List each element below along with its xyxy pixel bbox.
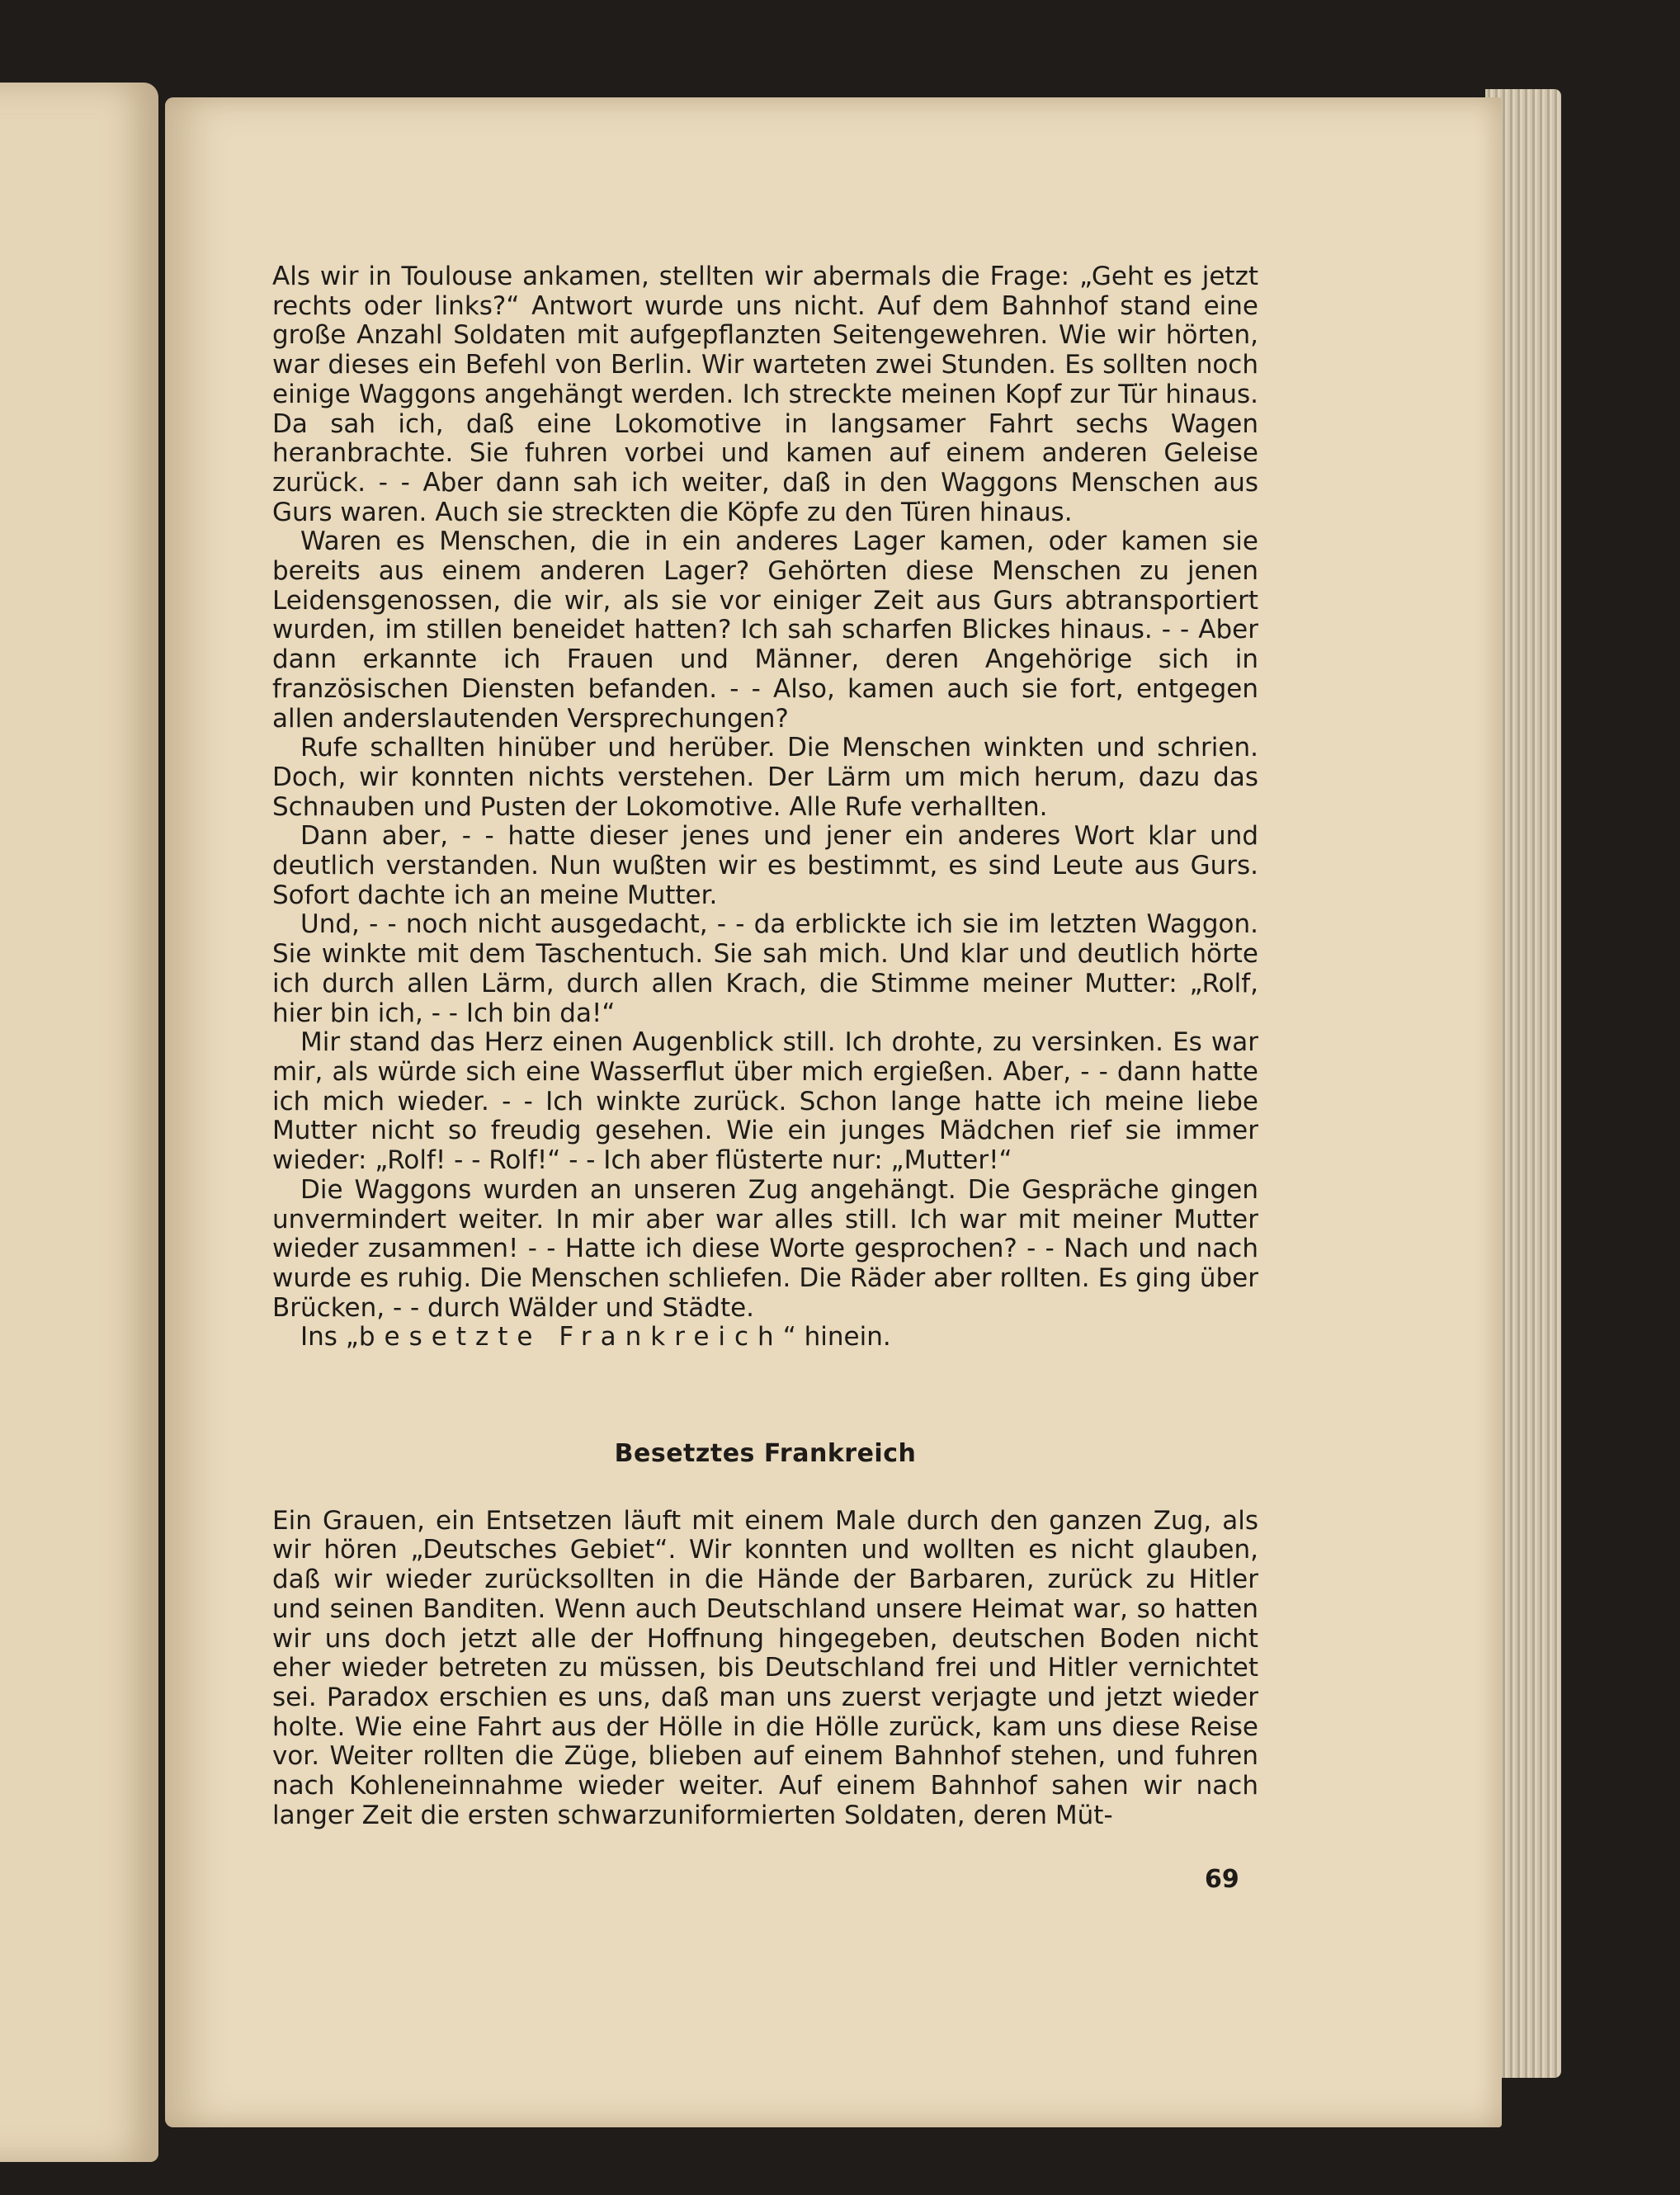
paragraph: Rufe schallten hinüber und herüber. Die Menschen winkten und schrien. Doch, wir konnten nichts verstehen. Der Lärm um mich herum, dazu das Schnauben und Pusten der Lokomotive. Alle Rufe verhallten. (272, 733, 1258, 822)
paragraph: Ein Grauen, ein Entsetzen läuft mit einem Male durch den ganzen Zug, als wir hören „Deutsches Gebiet“. Wir konnten und wollten es nicht glauben, daß wir wieder zurücksollten in die Hände der Barbaren, zurück zu Hitler und seinen Banditen. Wenn auch Deutschland unsere Heimat war, so hatten wir uns doch jetzt alle der Hoffnung hingegeben, deutschen Boden nicht eher wieder betreten zu müssen, bis Deutschland frei und Hitler vernichtet sei. Paradox erschien es uns, daß man uns zuerst verjagte und jetzt wieder holte. Wie eine Fahrt aus der Hölle in die Hölle zurück, kam uns diese Reise vor. Weiter rollten die Züge, blieben auf einem Bahnhof stehen, und fuhren nach Kohleneinnahme wieder weiter. Auf einem Bahnhof sahen wir nach langer Zeit die ersten schwarzuniformierten Soldaten, deren Müt- (272, 1505, 1258, 1830)
paragraph: Waren es Menschen, die in ein anderes Lager kamen, oder kamen sie bereits aus einem anderen Lager? Gehörten diese Menschen zu jenen Leidensgenossen, die wir, als sie vor einiger Zeit aus Gurs abtransportiert wurden, im stillen beneidet hatten? Ich sah scharfen Blickes hinaus. - - Aber dann erkannte ich Frauen und Männer, deren Angehörige sich in französischen Diensten befanden. - - Also, kamen auch sie fort, entgegen allen anderslautenden Versprechungen? (272, 526, 1258, 734)
paragraph: Mir stand das Herz einen Augenblick still. Ich drohte, zu versinken. Es war mir, als würde sich eine Wasserflut über mich ergießen. Aber, - - dann hatte ich mich wieder. - - Ich winkte zurück. Schon lange hatte ich meine liebe Mutter nicht so freudig gesehen. Wie ein junges Mädchen rief sie immer wieder: „Rolf! - - Rolf!“ - - Ich aber flüsterte nur: „Mutter!“ (272, 1027, 1258, 1176)
closing-line-start: Ins „ (300, 1322, 359, 1352)
closing-line (272, 1323, 1258, 1352)
text-section-2 (272, 1507, 1258, 1831)
paragraph: Als wir in Toulouse ankamen, stellten wir abermals die Frage: „Geht es jetzt rechts oder links?“ Antwort wurde uns nicht. Auf dem Bahnhof stand eine große Anzahl Soldaten mit aufgepflanzten Seitengewehren. Wie wir hörten, war dieses ein Befehl von Berlin. Wir warteten zwei Stunden. Es sollten noch einige Waggons angehängt werden. Ich streckte meinen Kopf zur Tür hinaus. Da sah ich, daß eine Lokomotive in langsamer Fahrt sechs Wagen heranbrachte. Sie fuhren vorbei und kamen auf einem anderen Geleise zurück. - - Aber dann sah ich weiter, daß in den Waggons Menschen aus Gurs waren. Auch sie streckten die Köpfe zu den Türen hinaus. (272, 262, 1258, 527)
section-heading: Besetztes Frankreich (614, 1439, 917, 1469)
left-page (0, 83, 158, 2162)
paragraph: Die Waggons wurden an unseren Zug angehängt. Die Gespräche gingen unvermindert weiter. In mir aber war alles still. Ich war mit meiner Mutter wieder zusammen! - - Hatte ich diese Worte gesprochen? - - Nach und nach wurde es ruhig. Die Menschen schliefen. Die Räder aber rollten. Es ging über Brücken, - - durch Wälder und Städte. (272, 1174, 1258, 1323)
page-content (272, 262, 1258, 1830)
page-number: 69 (1205, 1865, 1239, 1894)
closing-line-end: “ hinein. (782, 1322, 891, 1352)
text-section-1 (272, 262, 1258, 1323)
paragraph: Und, - - noch nicht ausgedacht, - - da erblickte ich sie im letzten Waggon. Sie winkte mit dem Taschentuch. Sie sah mich. Und klar und deutlich hörte ich durch allen Lärm, durch allen Krach, die Stimme meiner Mutter: „Rolf, hier bin ich, - - Ich bin da!“ (272, 909, 1258, 1028)
paragraph: Dann aber, - - hatte dieser jenes und jener ein anderes Wort klar und deutlich verstanden. Nun wußten wir es bestimmt, es sind Leute aus Gurs. Sofort dachte ich an meine Mutter. (272, 821, 1258, 910)
closing-line-spaced: besetzte Frankreich (358, 1322, 783, 1352)
